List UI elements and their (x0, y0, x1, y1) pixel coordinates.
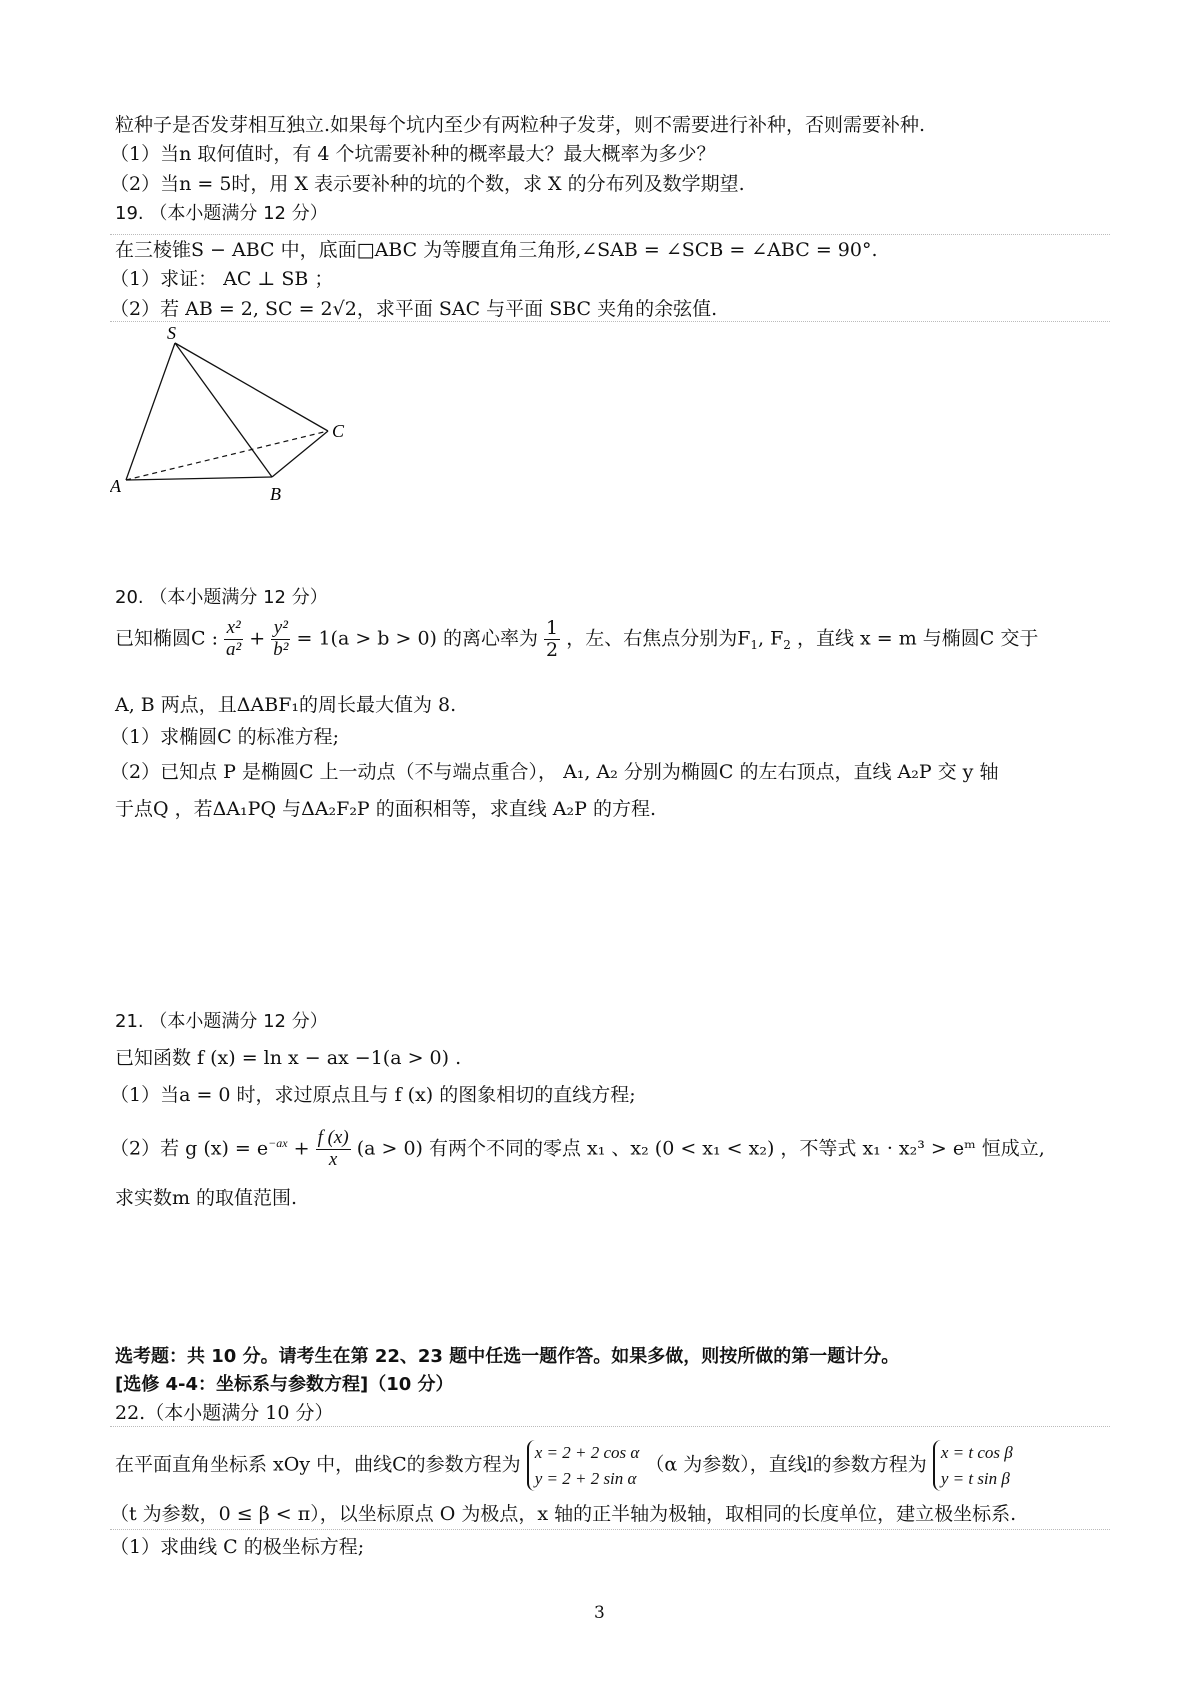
curve-param-system: x = 2 + 2 cos α y = 2 + 2 sin α (527, 1440, 640, 1491)
q21-header: 21. （本小题满分 12 分） (115, 1011, 328, 1032)
frac-y2-b2: $\frac{\text{y²}}{\text{b²}}$ (273, 617, 289, 660)
label-c: C (332, 421, 345, 441)
q22-header: 22.（本小题满分 10 分） (115, 1402, 334, 1424)
q21-part1: （1）当a = 0 时，求过原点且与 f (x) 的图象相切的直线方程; (110, 1084, 636, 1106)
label-s: S (167, 325, 176, 343)
q18-part2: （2）当n = 5时，用 X 表示要补种的坑的个数，求 X 的分布列及数学期望. (110, 173, 745, 195)
q20-eq: = 1(a > b > 0) 的离心率为 (296, 627, 538, 650)
frac-fx-over-x: $\frac{f (x)}{x}$ (317, 1127, 349, 1170)
frac-one-half: $\frac{1}{2}$ (546, 617, 559, 661)
q20-statement-line1: 已知椭圆C : $\frac{\text{x²}}{\text{a²}}$ + $\frac{\text{y²}}{\text{b²}}$ = 1(a > b > 0) 的离心率为 $\frac{1}{2}$ ，左、右焦点分别为$F_1$, $F_2$ ，直线 x = m 与椭圆C 交于 (115, 617, 1039, 661)
edge-bc (272, 431, 328, 477)
q18-text-line: 粒种子是否发芽相互独立.如果每个坑内至少有两粒种子发芽，则不需要进行补种，否则需要补种. (115, 114, 926, 136)
page-number: 3 (594, 1603, 605, 1623)
q20-intro: 已知椭圆C : (115, 627, 218, 650)
q22-part1: （1）求曲线 C 的极坐标方程; (110, 1536, 365, 1558)
q21-part2: （2）若 g $(x) = e^{-ax}$ + $\frac{f (x)}{x}$ (a > 0) 有两个不同的零点 x₁ 、x₂ (0 < x₁ < x₂) ，不等式 x₁ · x₂³ > eᵐ 恒成立, (110, 1127, 1045, 1170)
frac-x2-a2: $\frac{\text{x²}}{\text{a²}}$ (226, 617, 242, 660)
q20-part1: （1）求椭圆C 的标准方程; (110, 726, 340, 748)
q18-part1: （1）当n 取何值时，有 4 个坑需要补种的概率最大？最大概率为多少？ (110, 143, 716, 165)
q19-part1: （1）求证： AC ⊥ SB ； (110, 268, 334, 290)
pyramid-figure (110, 325, 350, 500)
q20-line: ，直线 x = m 与椭圆C 交于 (796, 627, 1039, 650)
q20-foci: ，左、右焦点分别为F (566, 627, 751, 650)
q21-statement: 已知函数 f (x) = ln x − ax −1(a > 0) . (115, 1047, 462, 1069)
elective-intro: 选考题：共 10 分。请考生在第 22、23 题中任选一题作答。如果多做，则按所做的第一题计分。 (115, 1346, 900, 1367)
label-a: A (110, 476, 121, 496)
edge-ab (126, 477, 272, 480)
edge-sc (175, 343, 328, 431)
q19-header: 19. （本小题满分 12 分） (115, 203, 328, 224)
q20-part2a: （2）已知点 P 是椭圆C 上一动点（不与端点重合）， A₁, A₂ 分别为椭圆C 的左右顶点，直线 A₂P 交 y 轴 (110, 761, 999, 783)
edge-sa (126, 343, 175, 480)
q19-statement: 在三棱锥S − ABC 中，底面□ABC 为等腰直角三角形,∠SAB = ∠SCB = ∠ABC = 90°. (115, 239, 878, 261)
label-b: B (270, 484, 281, 500)
exponent: −ax (268, 1136, 288, 1151)
line-param-system: x = t cos β y = t sin β (933, 1440, 1013, 1491)
q20-header: 20. （本小题满分 12 分） (115, 587, 328, 608)
q22-statement-line1: 在平面直角坐标系 xOy 中，曲线C的参数方程为 x = 2 + 2 cos α y = 2 + 2 sin α （α 为参数），直线l的参数方程为 x = t cos β y = t sin β (115, 1440, 1013, 1491)
q21-part2c: 求实数m 的取值范围. (115, 1187, 298, 1209)
elective-title: [选修 4-4：坐标系与参数方程]（10 分） (115, 1374, 454, 1395)
q20-part2b: 于点Q ，若ΔA₁PQ 与ΔA₂F₂P 的面积相等，求直线 A₂P 的方程. (115, 798, 657, 820)
q19-part2: （2）若 AB = 2, SC = 2√2，求平面 SAC 与平面 SBC 夹角的余弦值. (110, 298, 718, 320)
q20-line2: A, B 两点，且ΔABF₁的周长最大值为 8. (115, 694, 457, 716)
q22-line2: （t 为参数，0 ≤ β < π），以坐标原点 O 为极点，x 轴的正半轴为极轴，取相同的长度单位，建立极坐标系. (110, 1503, 1017, 1525)
